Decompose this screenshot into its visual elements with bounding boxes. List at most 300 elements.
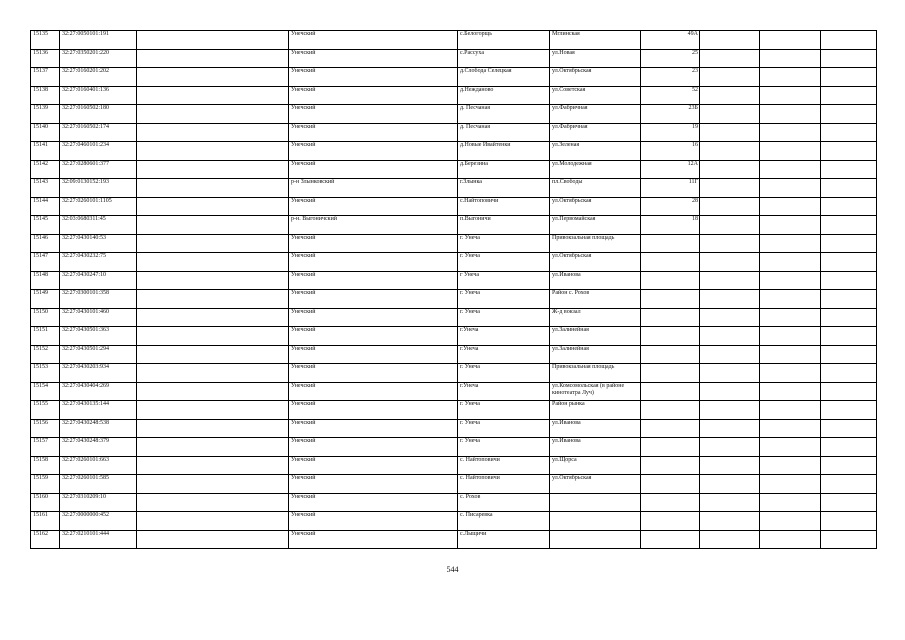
- cell-record-number: 15159: [31, 475, 60, 494]
- cell-blank-b: [700, 456, 760, 475]
- cell-blank-d: [821, 327, 877, 346]
- cell-blank-b: [700, 327, 760, 346]
- cell-blank-d: [821, 345, 877, 364]
- cell-record-number: 15155: [31, 401, 60, 420]
- cell-blank-d: [821, 49, 877, 68]
- cell-cadastral-number: 32:27:0430135:144: [60, 401, 137, 420]
- cell-settlement: г. Унеча: [458, 234, 550, 253]
- cell-district: Унечский: [289, 456, 458, 475]
- cell-blank-b: [700, 197, 760, 216]
- cell-cadastral-number: 32:27:0430248:379: [60, 438, 137, 457]
- cell-settlement: г.Унеча: [458, 327, 550, 346]
- cell-district: Унечский: [289, 290, 458, 309]
- cell-district: Унечский: [289, 364, 458, 383]
- cell-district: Унечский: [289, 512, 458, 531]
- cell-blank-a: [137, 290, 289, 309]
- cell-blank-d: [821, 382, 877, 401]
- cell-street: ул.Фабричная: [550, 105, 641, 124]
- cell-street: Ж-д вокзал: [550, 308, 641, 327]
- cell-blank-a: [137, 364, 289, 383]
- cell-street: ул.Октябрьская: [550, 197, 641, 216]
- cell-cadastral-number: 32:27:0160201:202: [60, 68, 137, 87]
- cell-district: Унечский: [289, 123, 458, 142]
- cell-district: Унечский: [289, 142, 458, 161]
- cell-blank-c: [760, 530, 821, 549]
- cell-house-number: [641, 271, 700, 290]
- cell-cadastral-number: 32:27:0430140:53: [60, 234, 137, 253]
- cell-blank-a: [137, 216, 289, 235]
- cell-street: ул.Фабричная: [550, 123, 641, 142]
- cell-street: [550, 530, 641, 549]
- cell-cadastral-number: 32:27:0430247:10: [60, 271, 137, 290]
- cell-blank-c: [760, 475, 821, 494]
- cell-blank-a: [137, 253, 289, 272]
- cell-record-number: 15154: [31, 382, 60, 401]
- page-number: 544: [446, 565, 459, 574]
- cell-settlement: г. Унеча: [458, 290, 550, 309]
- cell-blank-a: [137, 382, 289, 401]
- cell-cadastral-number: 32:27:0050101:191: [60, 31, 137, 50]
- cell-blank-a: [137, 419, 289, 438]
- cell-district: Унечский: [289, 345, 458, 364]
- cell-district: Унечский: [289, 253, 458, 272]
- cell-record-number: 15158: [31, 456, 60, 475]
- cell-house-number: [641, 253, 700, 272]
- cell-house-number: 11Г: [641, 179, 700, 198]
- cell-street: Район рынка: [550, 401, 641, 420]
- table-row: [31, 475, 877, 494]
- cell-blank-c: [760, 197, 821, 216]
- cell-blank-d: [821, 419, 877, 438]
- cell-blank-c: [760, 86, 821, 105]
- cell-settlement: г. Унеча: [458, 364, 550, 383]
- cell-blank-a: [137, 142, 289, 161]
- cell-blank-d: [821, 105, 877, 124]
- table-row: [31, 253, 877, 272]
- cell-blank-d: [821, 493, 877, 512]
- cell-house-number: [641, 401, 700, 420]
- cell-cadastral-number: 32:27:0430101:460: [60, 308, 137, 327]
- cell-house-number: [641, 364, 700, 383]
- cell-house-number: [641, 308, 700, 327]
- cell-house-number: 18: [641, 216, 700, 235]
- cell-street: ул.Залинейная: [550, 327, 641, 346]
- cell-record-number: 15161: [31, 512, 60, 531]
- registry-table-body: [31, 31, 877, 549]
- cell-street: Район с. Рохов: [550, 290, 641, 309]
- table-row: [31, 49, 877, 68]
- table-row: [31, 512, 877, 531]
- cell-blank-c: [760, 401, 821, 420]
- cell-cadastral-number: 32:27:0430501:294: [60, 345, 137, 364]
- cell-record-number: 15136: [31, 49, 60, 68]
- cell-record-number: 15156: [31, 419, 60, 438]
- cell-settlement: г.Злынка: [458, 179, 550, 198]
- cell-record-number: 15148: [31, 271, 60, 290]
- cell-house-number: 49А: [641, 31, 700, 50]
- cell-cadastral-number: 32:27:0160502:180: [60, 105, 137, 124]
- cell-street: ул.Молодежная: [550, 160, 641, 179]
- cell-cadastral-number: 32:27:0260101:1105: [60, 197, 137, 216]
- table-row: [31, 364, 877, 383]
- cell-record-number: 15140: [31, 123, 60, 142]
- cell-blank-d: [821, 364, 877, 383]
- cell-blank-d: [821, 456, 877, 475]
- cell-blank-c: [760, 142, 821, 161]
- cell-blank-d: [821, 253, 877, 272]
- table-row: [31, 86, 877, 105]
- cell-settlement: с.Белогорщь: [458, 31, 550, 50]
- cell-blank-b: [700, 382, 760, 401]
- cell-blank-d: [821, 290, 877, 309]
- table-row: [31, 345, 877, 364]
- cell-blank-d: [821, 475, 877, 494]
- cell-cadastral-number: 32:27:0430232:75: [60, 253, 137, 272]
- cell-house-number: [641, 290, 700, 309]
- cell-cadastral-number: 32:27:0430404:269: [60, 382, 137, 401]
- cell-settlement: д.Новые Ивайтенки: [458, 142, 550, 161]
- cell-blank-a: [137, 105, 289, 124]
- cell-cadastral-number: 32:27:0160401:136: [60, 86, 137, 105]
- cell-cadastral-number: 32:27:0300101:358: [60, 290, 137, 309]
- cell-blank-c: [760, 512, 821, 531]
- cell-street: ул.Залинейная: [550, 345, 641, 364]
- table-row: [31, 123, 877, 142]
- table-row: [31, 197, 877, 216]
- cell-district: Унечский: [289, 475, 458, 494]
- cell-blank-b: [700, 216, 760, 235]
- cell-blank-b: [700, 105, 760, 124]
- registry-table: [30, 30, 877, 549]
- cell-record-number: 15147: [31, 253, 60, 272]
- cell-blank-d: [821, 438, 877, 457]
- cell-blank-b: [700, 86, 760, 105]
- cell-blank-b: [700, 438, 760, 457]
- cell-blank-a: [137, 327, 289, 346]
- cell-blank-b: [700, 401, 760, 420]
- cell-blank-b: [700, 123, 760, 142]
- cell-settlement: г. Унеча: [458, 419, 550, 438]
- cell-blank-c: [760, 345, 821, 364]
- cell-blank-d: [821, 68, 877, 87]
- cell-district: Унечский: [289, 419, 458, 438]
- cell-blank-a: [137, 271, 289, 290]
- cell-street: ул.Комсомольская (в районе кинотеатра Луч): [550, 382, 641, 401]
- cell-blank-a: [137, 234, 289, 253]
- cell-blank-b: [700, 493, 760, 512]
- cell-blank-c: [760, 493, 821, 512]
- cell-blank-a: [137, 401, 289, 420]
- cell-blank-b: [700, 364, 760, 383]
- cell-blank-a: [137, 308, 289, 327]
- table-row: [31, 327, 877, 346]
- cell-record-number: 15139: [31, 105, 60, 124]
- cell-blank-c: [760, 327, 821, 346]
- cell-house-number: [641, 327, 700, 346]
- table-row: [31, 271, 877, 290]
- cell-house-number: [641, 493, 700, 512]
- cell-blank-c: [760, 308, 821, 327]
- cell-blank-c: [760, 49, 821, 68]
- cell-blank-c: [760, 253, 821, 272]
- cell-house-number: 52: [641, 86, 700, 105]
- cell-record-number: 15145: [31, 216, 60, 235]
- cell-blank-a: [137, 438, 289, 457]
- table-row: [31, 382, 877, 401]
- cell-blank-c: [760, 216, 821, 235]
- cell-street: [550, 512, 641, 531]
- cell-blank-a: [137, 86, 289, 105]
- cell-street: ул.Зеленая: [550, 142, 641, 161]
- cell-district: Унечский: [289, 308, 458, 327]
- table-row: [31, 530, 877, 549]
- cell-cadastral-number: 32:27:0000000:452: [60, 512, 137, 531]
- cell-record-number: 15162: [31, 530, 60, 549]
- table-row: [31, 142, 877, 161]
- cell-blank-a: [137, 530, 289, 549]
- cell-district: Унечский: [289, 438, 458, 457]
- cell-blank-a: [137, 345, 289, 364]
- cell-house-number: [641, 530, 700, 549]
- cell-cadastral-number: 32:27:0430501:363: [60, 327, 137, 346]
- cell-street: ул.Октябрьская: [550, 68, 641, 87]
- cell-street: Привокзальная площадь: [550, 234, 641, 253]
- cell-settlement: с. Найтоповичи: [458, 456, 550, 475]
- cell-settlement: д.Березина: [458, 160, 550, 179]
- cell-cadastral-number: 32:27:0430203:934: [60, 364, 137, 383]
- table-row: [31, 216, 877, 235]
- table-row: [31, 493, 877, 512]
- cell-record-number: 15137: [31, 68, 60, 87]
- document-sheet: [30, 30, 877, 549]
- cell-blank-b: [700, 308, 760, 327]
- cell-cadastral-number: 32:27:0350201:220: [60, 49, 137, 68]
- cell-street: ул.Иванова: [550, 271, 641, 290]
- cell-blank-b: [700, 290, 760, 309]
- cell-record-number: 15142: [31, 160, 60, 179]
- cell-cadastral-number: 32:27:0280601:377: [60, 160, 137, 179]
- cell-record-number: 15144: [31, 197, 60, 216]
- cell-settlement: г.Унеча: [458, 345, 550, 364]
- cell-record-number: 15153: [31, 364, 60, 383]
- cell-blank-a: [137, 179, 289, 198]
- cell-street: ул.Иванова: [550, 419, 641, 438]
- cell-blank-b: [700, 512, 760, 531]
- cell-blank-b: [700, 160, 760, 179]
- cell-district: Унечский: [289, 234, 458, 253]
- table-row: [31, 308, 877, 327]
- cell-cadastral-number: 32:27:0160502:174: [60, 123, 137, 142]
- cell-settlement: с. Рохов: [458, 493, 550, 512]
- cell-house-number: [641, 456, 700, 475]
- cell-cadastral-number: 32:27:0430248:538: [60, 419, 137, 438]
- cell-blank-b: [700, 68, 760, 87]
- cell-record-number: 15150: [31, 308, 60, 327]
- cell-record-number: 15141: [31, 142, 60, 161]
- cell-blank-a: [137, 456, 289, 475]
- cell-blank-a: [137, 493, 289, 512]
- cell-settlement: с.Рассуха: [458, 49, 550, 68]
- cell-settlement: г. Унеча: [458, 308, 550, 327]
- cell-blank-d: [821, 308, 877, 327]
- cell-record-number: 15160: [31, 493, 60, 512]
- cell-blank-b: [700, 142, 760, 161]
- cell-district: Унечский: [289, 327, 458, 346]
- cell-settlement: г. Унеча: [458, 438, 550, 457]
- cell-settlement: д. Песчаная: [458, 123, 550, 142]
- cell-blank-d: [821, 86, 877, 105]
- cell-blank-c: [760, 456, 821, 475]
- cell-blank-d: [821, 160, 877, 179]
- cell-record-number: 15152: [31, 345, 60, 364]
- cell-cadastral-number: 32:27:0310209:10: [60, 493, 137, 512]
- cell-settlement: д.Слобода Селецкая: [458, 68, 550, 87]
- cell-street: ул.Октябрьская: [550, 475, 641, 494]
- cell-blank-d: [821, 530, 877, 549]
- cell-blank-c: [760, 438, 821, 457]
- cell-house-number: [641, 382, 700, 401]
- cell-house-number: 23: [641, 68, 700, 87]
- cell-district: Унечский: [289, 493, 458, 512]
- cell-blank-c: [760, 364, 821, 383]
- cell-blank-d: [821, 197, 877, 216]
- cell-blank-a: [137, 31, 289, 50]
- cell-blank-c: [760, 160, 821, 179]
- cell-street: [550, 493, 641, 512]
- table-row: [31, 456, 877, 475]
- cell-record-number: 15143: [31, 179, 60, 198]
- cell-cadastral-number: 32:27:0260101:663: [60, 456, 137, 475]
- cell-district: р-н. Выгоничский: [289, 216, 458, 235]
- cell-settlement: д. Песчаная: [458, 105, 550, 124]
- cell-settlement: п.Выгоничи: [458, 216, 550, 235]
- cell-blank-d: [821, 179, 877, 198]
- cell-blank-b: [700, 530, 760, 549]
- cell-district: Унечский: [289, 530, 458, 549]
- cell-house-number: [641, 438, 700, 457]
- cell-district: Унечский: [289, 382, 458, 401]
- cell-blank-a: [137, 512, 289, 531]
- cell-district: Унечский: [289, 49, 458, 68]
- cell-blank-d: [821, 123, 877, 142]
- cell-street: Мглинская: [550, 31, 641, 50]
- cell-blank-c: [760, 105, 821, 124]
- cell-district: р-н Злынковский: [289, 179, 458, 198]
- cell-house-number: 16: [641, 142, 700, 161]
- cell-blank-a: [137, 197, 289, 216]
- cell-blank-c: [760, 419, 821, 438]
- cell-blank-b: [700, 419, 760, 438]
- cell-blank-a: [137, 68, 289, 87]
- cell-blank-d: [821, 216, 877, 235]
- cell-cadastral-number: 32:03:0680311:45: [60, 216, 137, 235]
- cell-blank-b: [700, 345, 760, 364]
- table-row: [31, 105, 877, 124]
- cell-blank-b: [700, 31, 760, 50]
- cell-blank-d: [821, 142, 877, 161]
- cell-house-number: [641, 419, 700, 438]
- cell-blank-b: [700, 475, 760, 494]
- cell-street: ул.Советская: [550, 86, 641, 105]
- cell-cadastral-number: 32:27:0210101:444: [60, 530, 137, 549]
- cell-record-number: 15135: [31, 31, 60, 50]
- table-row: [31, 68, 877, 87]
- cell-settlement: г Унеча: [458, 271, 550, 290]
- table-row: [31, 160, 877, 179]
- cell-settlement: г.Унеча: [458, 382, 550, 401]
- cell-district: Унечский: [289, 401, 458, 420]
- cell-district: Унечский: [289, 197, 458, 216]
- cell-blank-b: [700, 253, 760, 272]
- cell-street: ул.Щорса: [550, 456, 641, 475]
- cell-record-number: 15138: [31, 86, 60, 105]
- cell-street: ул.Первомайская: [550, 216, 641, 235]
- cell-house-number: [641, 512, 700, 531]
- cell-cadastral-number: 32:09:0130152:193: [60, 179, 137, 198]
- cell-cadastral-number: 32:27:0260101:585: [60, 475, 137, 494]
- cell-blank-a: [137, 123, 289, 142]
- cell-street: ул.Октябрьская: [550, 253, 641, 272]
- table-row: [31, 31, 877, 50]
- cell-blank-b: [700, 234, 760, 253]
- cell-house-number: 19: [641, 123, 700, 142]
- cell-settlement: г. Унеча: [458, 253, 550, 272]
- table-row: [31, 438, 877, 457]
- cell-blank-d: [821, 401, 877, 420]
- cell-street: Привокзальная площадь: [550, 364, 641, 383]
- cell-house-number: 25: [641, 49, 700, 68]
- cell-district: Унечский: [289, 271, 458, 290]
- cell-blank-d: [821, 271, 877, 290]
- table-row: [31, 419, 877, 438]
- cell-house-number: [641, 234, 700, 253]
- table-row: [31, 234, 877, 253]
- table-row: [31, 179, 877, 198]
- cell-house-number: 28: [641, 197, 700, 216]
- cell-blank-a: [137, 49, 289, 68]
- cell-record-number: 15146: [31, 234, 60, 253]
- cell-blank-b: [700, 179, 760, 198]
- table-row: [31, 290, 877, 309]
- cell-district: Унечский: [289, 31, 458, 50]
- cell-record-number: 15151: [31, 327, 60, 346]
- cell-house-number: 23Б: [641, 105, 700, 124]
- cell-district: Унечский: [289, 160, 458, 179]
- cell-blank-d: [821, 234, 877, 253]
- cell-blank-a: [137, 475, 289, 494]
- cell-street: ул.Иванова: [550, 438, 641, 457]
- cell-blank-d: [821, 512, 877, 531]
- cell-district: Унечский: [289, 86, 458, 105]
- cell-blank-d: [821, 31, 877, 50]
- cell-blank-c: [760, 68, 821, 87]
- cell-blank-c: [760, 31, 821, 50]
- cell-settlement: с.Найтоповичи: [458, 197, 550, 216]
- cell-district: Унечский: [289, 68, 458, 87]
- cell-blank-c: [760, 234, 821, 253]
- cell-house-number: [641, 475, 700, 494]
- cell-cadastral-number: 32:27:0460101:234: [60, 142, 137, 161]
- cell-district: Унечский: [289, 105, 458, 124]
- cell-record-number: 15157: [31, 438, 60, 457]
- cell-blank-b: [700, 271, 760, 290]
- cell-street: ул.Новая: [550, 49, 641, 68]
- cell-settlement: с. Найтоповичи: [458, 475, 550, 494]
- cell-blank-a: [137, 160, 289, 179]
- table-row: [31, 401, 877, 420]
- cell-house-number: [641, 345, 700, 364]
- cell-record-number: 15149: [31, 290, 60, 309]
